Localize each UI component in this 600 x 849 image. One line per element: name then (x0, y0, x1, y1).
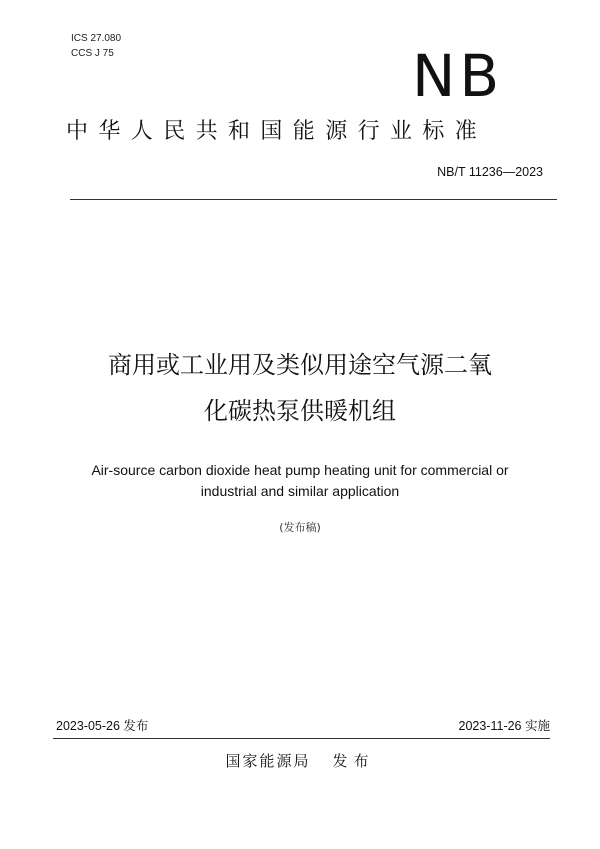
ccs-code: CCS J 75 (71, 48, 114, 59)
chinese-title-line-2: 化碳热泵供暖机组 (204, 397, 396, 425)
nb-logo: NB (412, 42, 504, 110)
chinese-title-line-1: 商用或工业用及类似用途空气源二氧 (108, 351, 492, 379)
draft-status: (发布稿) (279, 521, 321, 534)
implementation-date: 2023-11-26 实施 (458, 719, 550, 733)
standard-number: NB/T 11236—2023 (437, 165, 543, 179)
industry-standard-title: 中华人民共和国能源行业标准 (66, 119, 488, 144)
header-divider (70, 199, 557, 200)
footer-divider (53, 738, 550, 739)
publisher-name: 国家能源局 (225, 752, 311, 770)
issue-date: 2023-05-26 发布 (56, 719, 149, 733)
publisher-line (0, 751, 600, 771)
english-title-line-2: industrial and similar application (200, 483, 400, 499)
ics-code: ICS 27.080 (71, 33, 122, 44)
publish-action: 发布 (332, 752, 375, 770)
english-title-line-1: Air-source carbon dioxide heat pump heating unit for commercial or (91, 462, 509, 478)
